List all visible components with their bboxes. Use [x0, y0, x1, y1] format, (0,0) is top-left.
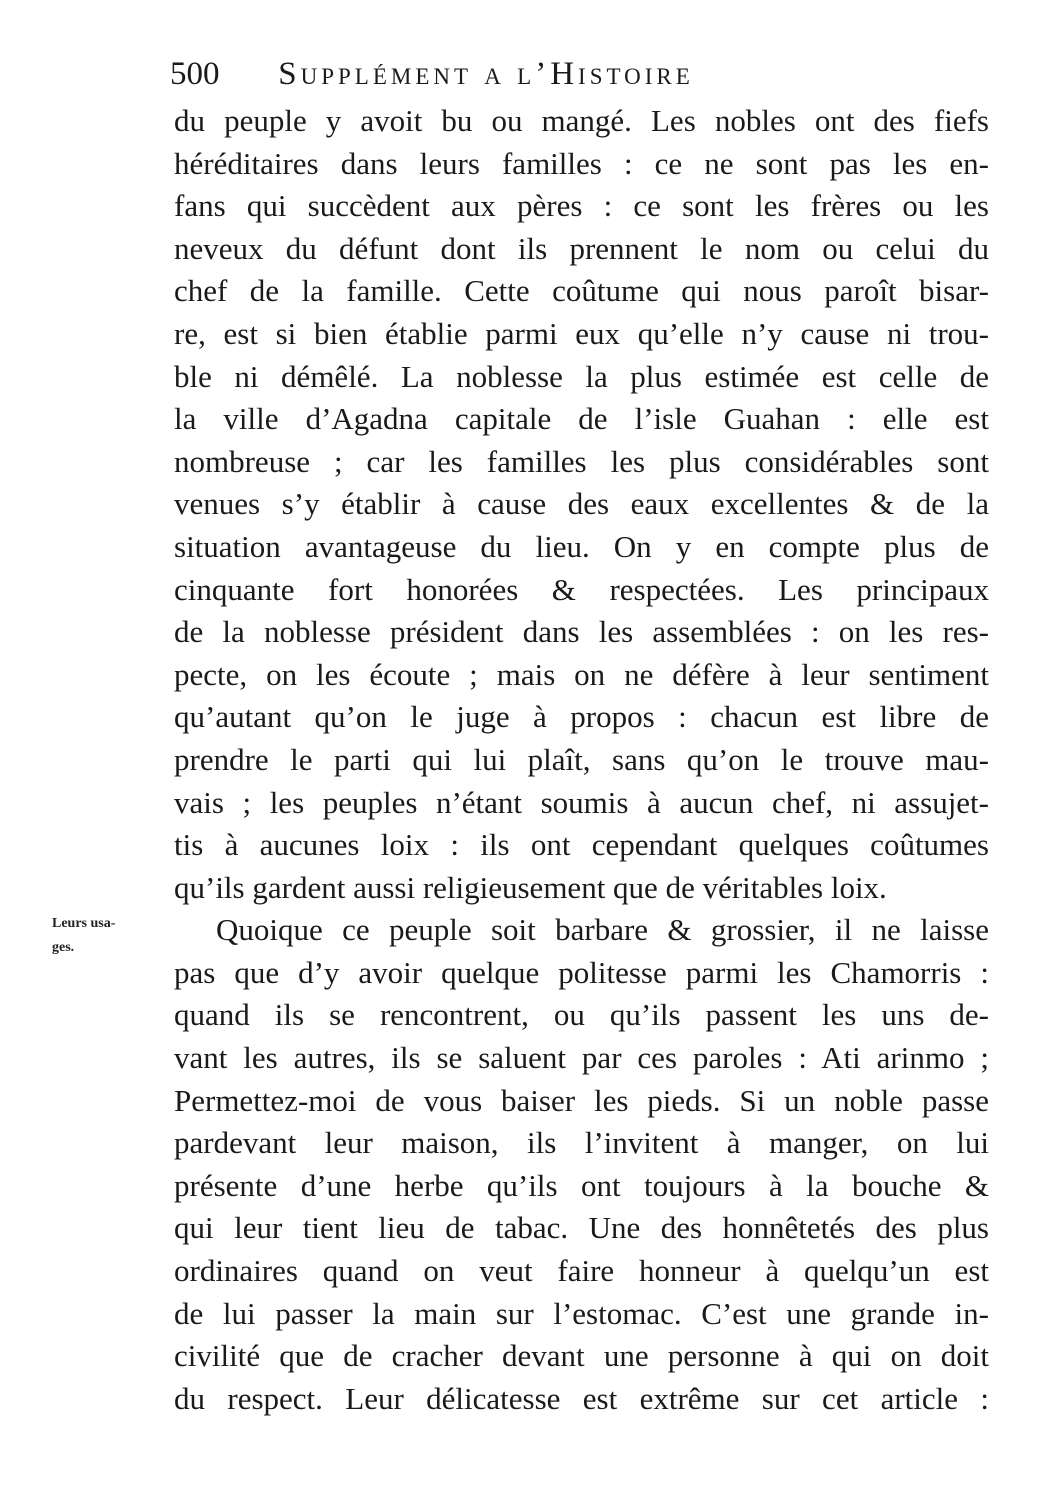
margin-note-line: ges.: [52, 940, 75, 955]
text-line: de la noblesse président dans les assemblées : on les res-: [174, 614, 989, 650]
text-line: civilité que de cracher devant une personne à qui on doit: [174, 1338, 989, 1374]
text-line: situation avantageuse du lieu. On y en compte plus de: [174, 528, 989, 564]
page-header: [170, 52, 970, 96]
text-line: prendre le parti qui lui plaît, sans qu’on le trouve mau-: [174, 741, 989, 777]
text-line: du peuple y avoit bu ou mangé. Les nobles ont des fiefs: [174, 103, 989, 138]
margin-note: [52, 912, 172, 960]
text-line: qui leur tient lieu de tabac. Une des honnêtetés des plus: [174, 1210, 989, 1246]
text-line: fans qui succèdent aux pères : ce sont les frères ou les: [174, 188, 989, 224]
text-line: Quoique ce peuple soit barbare & grossier, il ne laisse: [216, 912, 989, 948]
text-line: re, est si bien établie parmi eux qu’elle n’y cause ni trou-: [174, 315, 989, 351]
text-line: pecte, on les écoute ; mais on ne défère à leur sentiment: [174, 656, 989, 692]
text-line: la ville d’Agadna capitale de l’isle Guahan : elle est: [174, 401, 989, 437]
text-line: chef de la famille. Cette coûtume qui nous paroît bisar-: [174, 273, 989, 309]
text-line: vais ; les peuples n’étant soumis à aucun chef, ni assujet-: [174, 784, 989, 820]
text-line: cinquante fort honorées & respectées. Les principaux: [174, 571, 989, 607]
text-line: quand ils se rencontrent, ou qu’ils passent les uns de-: [174, 997, 989, 1033]
text-line: qu’ils gardent aussi religieusement que de véritables loix.: [174, 869, 887, 905]
text-line: du respect. Leur délicatesse est extrême sur cet article :: [174, 1380, 989, 1416]
text-line: qu’autant qu’on le juge à propos : chacun est libre de: [174, 699, 989, 735]
text-line: de lui passer la main sur l’estomac. C’est une grande in-: [174, 1295, 989, 1331]
running-title: Supplément a l’Histoire: [278, 56, 694, 92]
text-line: venues s’y établir à cause des eaux excellentes & de la: [174, 486, 989, 522]
text-line: nombreuse ; car les familles les plus considérables sont: [174, 443, 989, 479]
text-line: pas que d’y avoir quelque politesse parmi les Chamorris :: [174, 954, 989, 990]
text-line: neveux du défunt dont ils prennent le nom ou celui du: [174, 230, 989, 266]
text-line: ordinaires quand on veut faire honneur à quelqu’un est: [174, 1253, 989, 1289]
text-line: Permettez-moi de vous baiser les pieds. Si un noble passe: [174, 1082, 989, 1118]
page-number: 500: [170, 56, 220, 92]
margin-note-line: Leurs usa-: [52, 916, 116, 931]
text-line: vant les autres, ils se saluent par ces paroles : Ati arinmo ;: [174, 1040, 989, 1076]
text-line: pardevant leur maison, ils l’invitent à manger, on lui: [174, 1125, 989, 1161]
text-line: ble ni démêlé. La noblesse la plus estimée est celle de: [174, 358, 989, 394]
text-line: présente d’une herbe qu’ils ont toujours à la bouche &: [174, 1167, 989, 1203]
text-line: tis à aucunes loix : ils ont cependant quelques coûtumes: [174, 827, 989, 863]
text-line: héréditaires dans leurs familles : ce ne sont pas les en-: [174, 145, 989, 181]
body-text: [174, 100, 989, 1420]
